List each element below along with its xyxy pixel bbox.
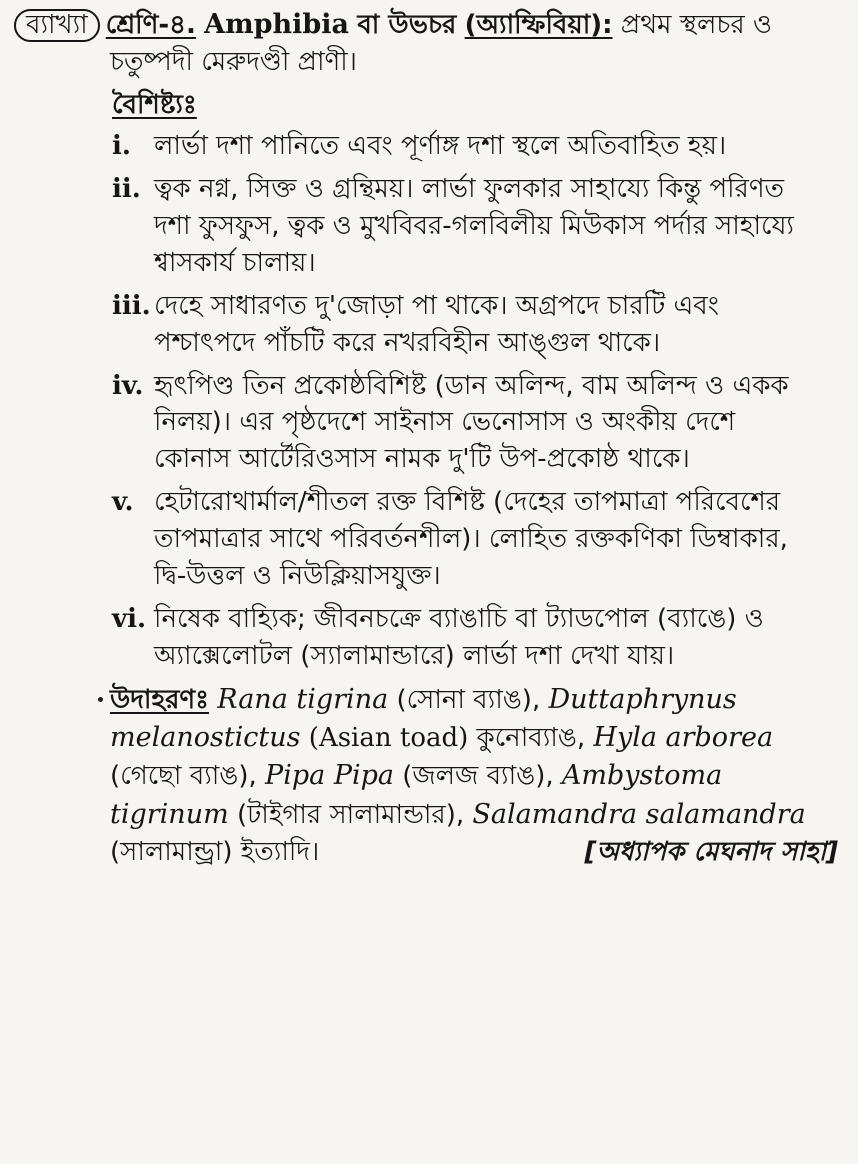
species-common-name: (টাইগার সালামান্ডার),	[236, 799, 465, 830]
species-common-name: (জলজ ব্যাঙ),	[402, 761, 554, 792]
species-common-name: (গেছো ব্যাঙ),	[110, 761, 257, 792]
features-title: বৈশিষ্ট্যঃ	[112, 90, 197, 121]
feature-line: শ্বাসকার্য চালায়।	[154, 247, 316, 278]
feature-line: অ্যাক্সেলোটল (স্যালামান্ডারে) লার্ভা দশা দেখা যায়।	[154, 640, 675, 671]
feature-line: পশ্চাৎপদে পাঁচটি করে নখরবিহীন আঙ্গুল থাকে।	[154, 327, 661, 358]
feature-number: ii.	[112, 174, 141, 205]
species-name: Salamandra salamandra	[472, 798, 806, 830]
feature-item	[14, 484, 842, 595]
examples-line-3	[110, 757, 842, 795]
species-name: tigrinum	[110, 798, 229, 830]
feature-line: দেহে সাধারণত দু'জোড়া পা থাকে। অগ্রপদে চারটি এবং	[154, 290, 719, 321]
examples-line-2	[110, 719, 842, 757]
explanation-badge: ব্যাখ্যা	[14, 9, 100, 42]
feature-line: কোনাস আর্টেরিওসাস নামক দু'টি উপ-প্রকোষ্ঠ থাকে।	[154, 444, 690, 475]
feature-number: iii.	[112, 290, 151, 321]
feature-item	[14, 128, 842, 165]
species-name: Pipa Pipa	[265, 760, 394, 792]
feature-line: হৃৎপিণ্ড তিন প্রকোষ্ঠবিশিষ্ট (ডান অলিন্দ, বাম অলিন্দ ও একক	[154, 370, 789, 401]
feature-line: নিলয়)। এর পৃষ্ঠদেশে সাইনাস ভেনোসাস ও অংকীয় দেশে	[154, 407, 736, 438]
feature-number: iv.	[112, 370, 144, 401]
bullet-dot-icon	[98, 697, 103, 702]
examples-line-5	[110, 834, 842, 871]
species-name: Rana tigrina	[217, 683, 389, 715]
feature-item	[14, 171, 842, 282]
class-name-bn: (অ্যাম্ফিবিয়া):	[464, 10, 613, 40]
features-list	[14, 128, 842, 675]
definition-part-2: চতুষ্পদী মেরুদণ্ডী প্রাণী।	[110, 47, 357, 78]
class-heading	[14, 6, 842, 81]
class-connector: বা উভচর	[357, 10, 457, 40]
feature-number: v.	[112, 487, 134, 518]
species-name: Ambystoma	[561, 760, 723, 792]
feature-line: হেটারোথার্মাল/শীতল রক্ত বিশিষ্ট (দেহের তাপমাত্রা পরিবেশের	[154, 487, 781, 518]
examples-line-4	[110, 796, 842, 834]
species-common-name: (Asian toad)	[308, 723, 469, 754]
heading-line-1	[14, 6, 842, 44]
feature-line: দ্বি-উত্তল ও নিউক্লিয়াসযুক্ত।	[154, 561, 441, 592]
feature-number: vi.	[112, 604, 147, 635]
feature-line: নিষেক বাহ্যিক; জীবনচক্রে ব্যাঙাচি বা ট্যাডপোল (ব্যাঙে) ও	[154, 604, 764, 635]
feature-item	[14, 288, 842, 362]
examples-line-1	[110, 681, 842, 719]
species-name: Hyla arborea	[593, 722, 774, 754]
feature-line: ত্বক নগ্ন, সিক্ত ও গ্রন্থিময়। লার্ভা ফুলকার সাহায্যে কিন্তু পরিণত	[154, 174, 785, 205]
species-common-name: কুনোব্যাঙ,	[476, 723, 586, 754]
feature-line: তাপমাত্রার সাথে পরিবর্তনশীল)। লোহিত রক্তকণিকা ডিম্বাকার,	[154, 524, 788, 555]
definition-part-1: প্রথম স্থলচর ও	[620, 10, 773, 40]
feature-line: দশা ফুসফুস, ত্বক ও মুখবিবর-গলবিলীয় মিউকাস পর্দার সাহায্যে	[154, 210, 794, 241]
feature-number: i.	[112, 131, 131, 162]
species-common-name: (সালামান্ড্রা) ইত্যাদি।	[110, 837, 320, 868]
feature-item	[14, 368, 842, 479]
species-common-name: (সোনা ব্যাঙ),	[396, 684, 541, 715]
examples-block	[14, 681, 842, 871]
class-label: শ্রেণি-৪.	[105, 10, 196, 40]
feature-item	[14, 601, 842, 675]
examples-label: উদাহরণঃ	[110, 684, 209, 715]
attribution: [অধ্যাপক মেঘনাদ সাহা]	[584, 837, 838, 868]
class-name-en: Amphibia	[204, 9, 350, 40]
feature-line: লার্ভা দশা পানিতে এবং পূর্ণাঙ্গ দশা স্থলে অতিবাহিত হয়।	[154, 131, 727, 162]
species-name: melanostictus	[110, 722, 301, 754]
species-name: Duttaphrynus	[548, 683, 737, 715]
